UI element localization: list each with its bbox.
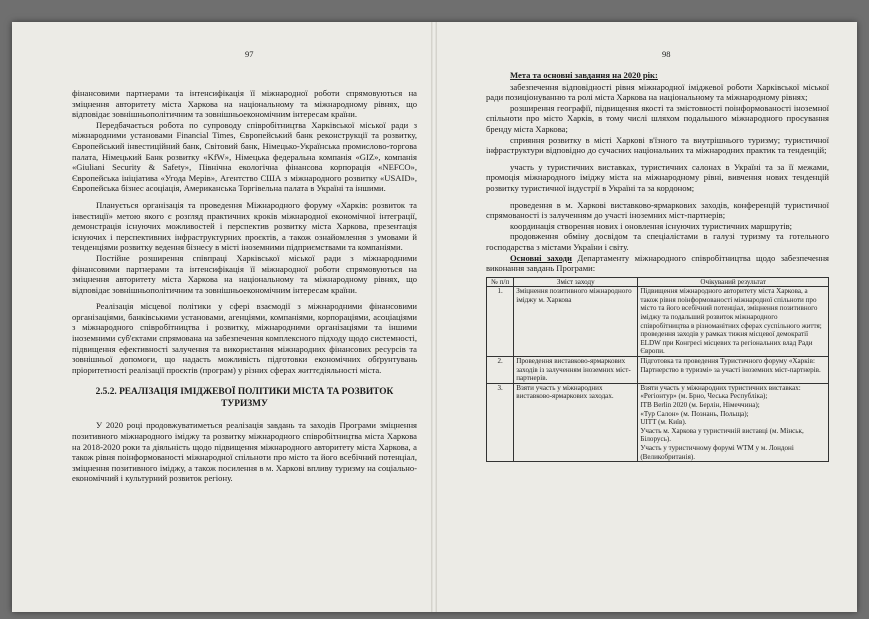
result-line: ITB Berlin 2020 (м. Берлін, Німеччина); <box>640 401 760 409</box>
event-cell: Зміцнення позитивного міжнародного іміджу м. Харкова <box>514 287 638 357</box>
row-number: 3. <box>487 383 514 461</box>
paragraph: У 2020 році продовжуватиметься реалізація завдань та заходів Програми зміцнення позитивного міжнародного іміджу та розвитку міжнародного співробітництва міста Харкова на 2018-2020 роки та діяльність щодо підвищення міжнародного авторитету міста Харкова, а також рівня поінформованості міжнародної спільноти про місто та його всебічний потенціал, зміцнення позитивного іміджу, а також посилення в м. Харкові впливу туризму на соціально-економічний і культурний розвиток регіону. <box>72 420 417 484</box>
paragraph: координація створення нових і оновлення існуючих туристичних маршрутів; <box>510 220 793 231</box>
paragraph: продовження обміну досвідом та спеціалістами в галузі туризму та готельного господарства з містами України і світу. <box>486 231 829 252</box>
paragraph: сприяння розвитку в місті Харкові в'їзного та внутрішнього туризму; туристичної інфраструктури відповідно до сучасних національних та міжнародних практик та тенденцій; <box>486 134 829 156</box>
table-row <box>487 357 829 384</box>
table-header-row <box>487 277 829 287</box>
paragraph: участь у туристичних виставках, туристичних салонах в Україні та за її межами, промоція міжнародного іміджу міста на міжнародному рівні, вивчення нових тенденцій розвитку туристичної індустрії в Україні та за кордоном; <box>486 161 829 193</box>
paragraph: проведення в м. Харкові виставково-ярмаркових заходів, конференцій туристичної спрямованості із залученням до участі іноземних міст-партнерів; <box>486 199 829 221</box>
measures-table <box>486 277 829 462</box>
measures-lead: Основні заходи <box>510 252 572 263</box>
section-title: Мета та основні завдання на 2020 рік: <box>510 70 658 80</box>
page-number: 98 <box>662 49 671 59</box>
result-line: «Регіонтур» (м. Брно, Чеська Республіка); <box>640 392 768 401</box>
paragraph: Реалізація місцевої політики у сфері взаємодії з міжнародними фінансовими організаціями, банківськими установами, агенціями, компаніями, корпораціями, асоціаціями з міжнародного співробітництва і розвитку, міжнародними організаціями та іншими іноземними суб'єктами спрямована на забезпечення комплексного підходу щодо системності, підвищення ефективності залучення та використання міжнародних фінансових ресурсів та зовнішньої допомоги, що надасть можливість підготовки економічних обґрунтувань пріоритетності реалізації проєктів (програм) у різних сферах життєдіяльності міста. <box>72 301 417 375</box>
document-spread <box>12 22 857 612</box>
result-line: «Тур Салон» (м. Познань, Польща); <box>640 409 749 418</box>
table-row <box>487 383 829 461</box>
paragraph: Передбачається робота по супроводу співробітництва Харківської міської ради з міжнародними установами Financial Times, Європейський банк реконструкції та розвитку, Європейський інвестиційний банк, Світовий банк, Німецько-Українська промислово-торгова палата, Німецький Банк розвитку «KfW», Німецька федеральна компанія «GIZ», компанія «Giuliani Security & Safety», Північна екологічна фінансова корпорація «NEFCO», Європейська ініціатива «Угода Мерів», Агентство США з міжнародного розвитку «USAID», Європейська бізнес асоціація, Американська Торгівельна палата в Україні та іншими. <box>72 119 417 194</box>
paragraph: Постійне розширення співпраці Харківської міської ради з міжнародними фінансовими партнерами та інтенсифікація її міжнародної роботи спрямовуються на зміцнення авторитету міста Харкова на національному та міжнародному рівнях, що відповідає зовнішньополітичним та зовнішньоекономічним інтересам країни. <box>72 252 417 295</box>
column-header: Очікуваний результат <box>638 277 829 287</box>
result-cell <box>638 287 829 357</box>
result-line: Взяти участь у міжнародних туристичних виставках: <box>640 383 801 392</box>
column-header: № п/п <box>487 277 514 287</box>
left-page <box>12 22 432 612</box>
section-heading: 2.5.2. РЕАЛІЗАЦІЯ ІМІДЖЕВОЇ ПОЛІТИКИ МІСТА ТА РОЗВИТОК ТУРИЗМУ <box>95 387 394 409</box>
left-page-body <box>72 88 417 484</box>
result-line: Участь у туристичному форумі WTM у м. Лондоні (Великобританія). <box>640 443 794 461</box>
result-line: UITT (м. Київ). <box>640 418 687 427</box>
table-row <box>487 287 829 357</box>
paragraph: фінансовими партнерами та інтенсифікація її міжнародної роботи спрямовуються на зміцнення авторитету міста Харкова на національному та міжнародному рівнях, що відповідає зовнішньополітичним та зовнішньоекономічним інтересам країни. <box>72 88 417 120</box>
measures-rest: Департаменту міжнародного співробітництва щодо забезпечення виконання завдань Програми: <box>486 252 829 274</box>
result-line: Участь м. Харкова у туристичній виставці (м. Мінськ, Білорусь). <box>640 426 804 444</box>
paragraph: забезпечення відповідності рівня міжнародної іміджевої роботи Харківської міської ради позиціонуванню та ролі міста Харкова на національному та міжнародному рівнях; <box>486 81 829 103</box>
event-cell: Проведення виставково-ярмаркових заходів із залученням іноземних міст-партнерів. <box>514 357 638 384</box>
right-page <box>434 22 857 612</box>
result-cell <box>638 383 829 461</box>
result-cell <box>638 357 829 384</box>
column-header: Зміст заходу <box>514 277 638 287</box>
result-line: Підвищення міжнародного авторитету міста Харкова, а також рівня поінформованості міжнародної спільноти про місто та його всебічний потенціал, зміцнення позитивного іміджу та подальший розвиток міжнародного співробітництва в різноманітних сферах суспільного життя; проведення заходів у рамках тижня місцевої демократії ELDW при Конгресі місцевих та регіональних влад Ради Європи. <box>640 287 822 356</box>
result-line: Підготовка та проведення Туристичного форуму «Харків: Партнерство в туризмі» за участі іноземних міст-партнерів. <box>640 357 821 374</box>
event-cell: Взяти участь у міжнародних виставково-ярмаркових заходах. <box>514 383 638 461</box>
paragraph: Планується організація та проведення Міжнародного форуму «Харків: розвиток та інвестиції» метою якого є розгляд практичних кроків міжнародної економічної інтеграції, демонстрація існуючих можливостей і перспектив розвитку міста Харкова, презентація існуючих і перспективних інфраструктурних проєктів, а також ознайомлення з умовами й тенденціями розвитку ведення бізнесу в місті іноземними підприємствами та компаніями. <box>72 199 417 253</box>
row-number: 1. <box>487 287 514 357</box>
right-page-body <box>486 70 829 462</box>
measures-intro <box>486 253 829 274</box>
paragraph: розширення географії, підвищення якості та змістовності поінформованості іноземної спільноти про місто Харків, в тому числі шляхом подальшого міжнародного просування бренду міста Харкова; <box>486 102 829 134</box>
page-number: 97 <box>245 49 254 59</box>
row-number: 2. <box>487 357 514 384</box>
